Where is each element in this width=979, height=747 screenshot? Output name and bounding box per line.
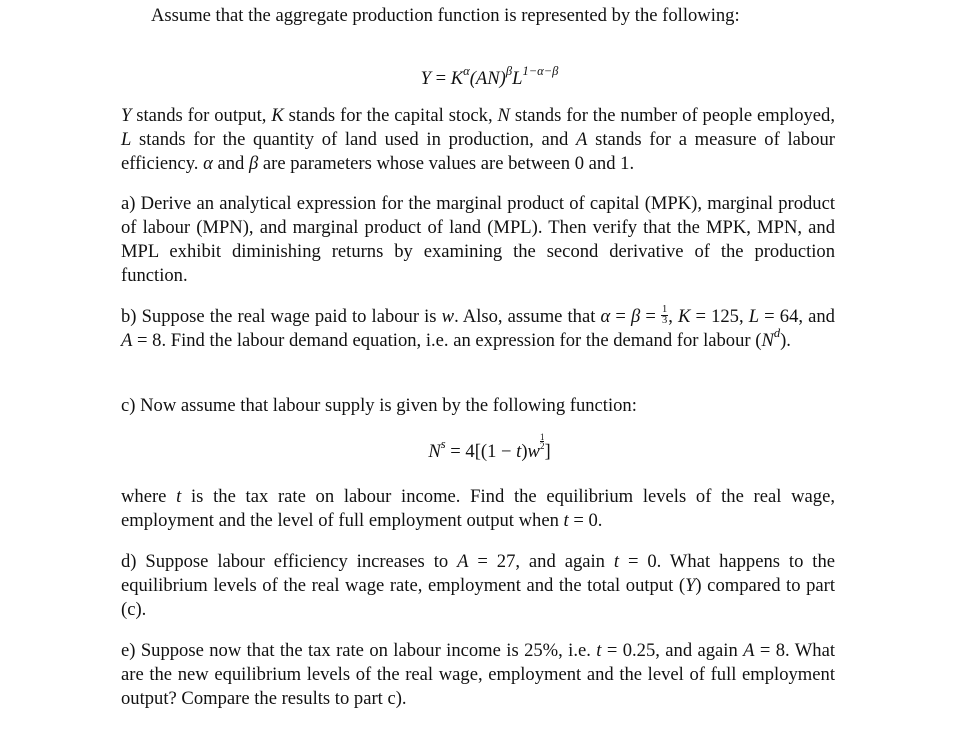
- part-b-fraction-numerator: 1: [661, 304, 668, 316]
- part-b-text-2: . Also, assume that: [454, 306, 601, 327]
- eq-y: Y: [420, 68, 431, 89]
- def-text-3: stands for the number of people employed,: [509, 105, 835, 126]
- ls-n: N: [428, 441, 441, 462]
- part-b-text-6: = 8. Find the labour demand equation, i.e. an expression for the demand for labour (: [132, 330, 762, 351]
- part-e-a: A: [743, 640, 755, 661]
- part-b-equals-1: =: [610, 306, 631, 327]
- part-c-paragraph: [121, 485, 835, 533]
- part-d-text-2: = 27, and again: [468, 551, 614, 572]
- part-d-text-3: = 0. What happens to the equilibrium levels of the real wage rate, employment and the total output (: [121, 551, 836, 596]
- part-b-fraction-denominator: 3: [661, 315, 668, 327]
- def-text-5: stands for a measure of labour efficiency.: [121, 129, 835, 174]
- ls-n-exponent: s: [440, 436, 446, 451]
- part-b-text-3: ,: [668, 306, 678, 327]
- eq-l: L: [512, 68, 523, 89]
- part-c-text-3: = 0.: [568, 510, 603, 531]
- part-d-a: A: [457, 551, 469, 572]
- part-b-w: w: [441, 306, 455, 327]
- part-e-text-2: = 0.25, and again: [601, 640, 744, 661]
- ls-close-paren: ): [521, 441, 528, 462]
- ls-w-exponent-fraction: [540, 433, 545, 450]
- part-c-t-b: t: [563, 510, 569, 531]
- def-l: L: [121, 129, 132, 150]
- part-b-n-exponent: d: [773, 325, 781, 340]
- intro-text: Assume that the aggregate production function is represented by the following:: [151, 5, 740, 26]
- def-alpha: α: [203, 153, 213, 174]
- part-b-paragraph: [121, 305, 835, 353]
- part-b-l: L: [748, 306, 760, 327]
- part-b-alpha: α: [600, 306, 611, 327]
- part-a-paragraph: a) Derive an analytical expression for the marginal product of capital (MPK), marginal product of labour (MPN), and marginal product of land (MPL). Then verify that the MPK, MPN, and MPL exhibit diminishing returns by examining the second derivative of the production function.: [121, 193, 835, 286]
- definitions-paragraph: [121, 104, 835, 176]
- part-d-y: Y: [685, 575, 696, 596]
- part-c-intro: c) Now assume that labour supply is given by the following function:: [121, 395, 637, 416]
- eq-k-exponent: α: [463, 63, 470, 78]
- part-b-text-7: ).: [780, 330, 791, 351]
- ls-close-bracket: ]: [544, 441, 551, 462]
- eq-an: (AN): [469, 68, 506, 89]
- part-b-n: N: [761, 330, 774, 351]
- def-text-6: and: [212, 153, 249, 174]
- def-y: Y: [121, 105, 132, 126]
- def-a: A: [576, 129, 588, 150]
- eq-k: K: [450, 68, 464, 89]
- ls-exp-denominator: 2: [539, 441, 545, 451]
- eq-equals: =: [430, 68, 451, 89]
- part-b-text-1: b) Suppose the real wage paid to labour is: [121, 306, 442, 327]
- part-c-t: t: [176, 486, 182, 507]
- part-b-equals-2: =: [640, 306, 661, 327]
- def-beta: β: [249, 153, 259, 174]
- part-b-a: A: [121, 330, 133, 351]
- part-d-paragraph: [121, 550, 835, 622]
- part-d-text-1: d) Suppose labour efficiency increases to: [121, 551, 458, 572]
- part-b-k: K: [677, 306, 691, 327]
- def-k: K: [271, 105, 284, 126]
- labour-supply-equation: [0, 432, 979, 464]
- part-c-text-2: is the tax rate on labour income. Find the equilibrium levels of the real wage, employment and the level of full employment output when: [121, 486, 835, 531]
- ls-t: t: [516, 441, 522, 462]
- part-e-text-1: e) Suppose now that the tax rate on labour income is 25%, i.e.: [121, 640, 597, 661]
- part-d-text-4: ) compared to part (c).: [121, 575, 836, 620]
- def-text-2: stands for the capital stock,: [283, 105, 498, 126]
- part-e-paragraph: [121, 639, 835, 711]
- eq-l-exponent: 1−α−β: [522, 63, 559, 78]
- def-n: N: [497, 105, 510, 126]
- production-function-equation: [0, 63, 979, 91]
- def-text-7: are parameters whose values are between 0 and 1.: [258, 153, 635, 174]
- part-b-text-5: = 64, and: [759, 306, 835, 327]
- eq-an-exponent: β: [505, 63, 513, 78]
- part-d-t: t: [613, 551, 620, 572]
- part-c-text-1: where: [121, 486, 177, 507]
- part-b-text-4: = 125,: [690, 306, 749, 327]
- def-text-4: stands for the quantity of land used in production, and: [131, 129, 577, 150]
- part-b-fraction: [661, 305, 668, 326]
- ls-exp-numerator: 1: [539, 432, 545, 442]
- part-e-text-3: = 8. What are the new equilibrium levels of the real wage, employment and the level of full employment output? Compare the results to part c).: [121, 640, 836, 709]
- def-text-1: stands for output,: [131, 105, 272, 126]
- part-e-t: t: [596, 640, 602, 661]
- ls-w: w: [527, 441, 540, 462]
- ls-middle: = 4[(1 −: [445, 441, 517, 462]
- part-b-beta: β: [630, 306, 641, 327]
